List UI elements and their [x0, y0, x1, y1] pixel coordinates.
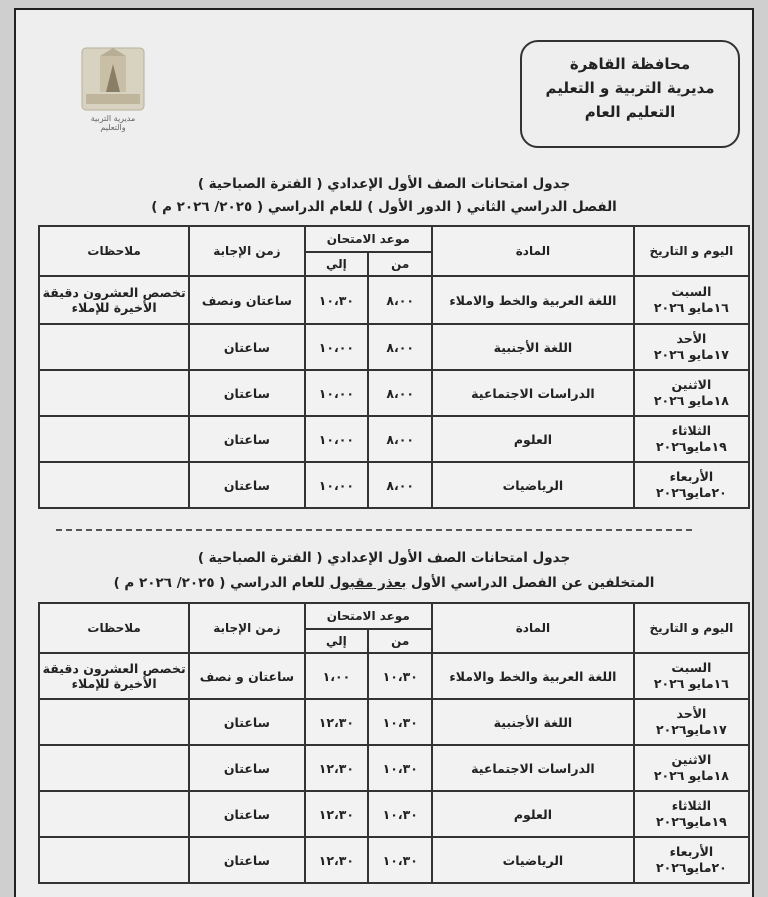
to-cell: ١٢،٣٠: [305, 791, 369, 837]
duration-cell: ساعتان: [189, 416, 304, 462]
from-cell: ٨،٠٠: [368, 462, 432, 508]
from-cell: ١٠،٣٠: [368, 791, 432, 837]
header-day-date: اليوم و التاريخ: [634, 226, 749, 276]
subject-cell: العلوم: [432, 416, 634, 462]
excuse-accepted-text: بعذر مقبول: [329, 575, 407, 591]
notes-cell: [39, 745, 189, 791]
day-date-cell: السبت ١٦مايو ٢٠٢٦: [634, 653, 749, 699]
header-notes: ملاحظات: [39, 226, 189, 276]
day-date-cell: الاثنين ١٨مايو ٢٠٢٦: [634, 745, 749, 791]
header-day-date: اليوم و التاريخ: [634, 603, 749, 653]
header-to: إلي: [305, 629, 369, 653]
duration-cell: ساعتان: [189, 370, 304, 416]
subject-cell: اللغة العربية والخط والاملاء: [432, 276, 634, 324]
day-date-cell: الثلاثاء ١٩مايو٢٠٢٦: [634, 791, 749, 837]
exam-table-2: [38, 602, 750, 884]
from-cell: ١٠،٣٠: [368, 653, 432, 699]
from-cell: ١٠،٣٠: [368, 837, 432, 883]
day-date-cell: الاثنين ١٨مايو ٢٠٢٦: [634, 370, 749, 416]
duration-cell: ساعتان: [189, 324, 304, 370]
directorate-name: مديرية التربية و التعليم: [545, 79, 715, 97]
notes-cell: [39, 837, 189, 883]
notes-cell: [39, 462, 189, 508]
notes-cell: [39, 791, 189, 837]
day-date-cell: الأحد ١٧مايو٢٠٢٦: [634, 699, 749, 745]
notes-cell: تخصص العشرون دقيقة الأخيرة للإملاء: [39, 276, 189, 324]
duration-cell: ساعتان ونصف: [189, 276, 304, 324]
duration-cell: ساعتان: [189, 745, 304, 791]
from-cell: ٨،٠٠: [368, 276, 432, 324]
subject-cell: العلوم: [432, 791, 634, 837]
governorate-header: [520, 40, 740, 148]
subject-cell: اللغة الأجنبية: [432, 324, 634, 370]
to-cell: ١٠،٠٠: [305, 462, 369, 508]
subject-cell: اللغة العربية والخط والاملاء: [432, 653, 634, 699]
notes-cell: [39, 699, 189, 745]
duration-cell: ساعتان: [189, 791, 304, 837]
header-subject: المادة: [432, 226, 634, 276]
day-date-cell: الثلاثاء ١٩مايو٢٠٢٦: [634, 416, 749, 462]
day-date-cell: الأربعاء ٢٠مايو٢٠٢٦: [634, 462, 749, 508]
section1-subtitle: الفصل الدراسي الثاني ( الدور الأول ) للعام الدراسي ( ٢٠٢٥/ ٢٠٢٦ م ): [151, 199, 617, 215]
from-cell: ١٠،٣٠: [368, 699, 432, 745]
header-to: إلي: [305, 252, 369, 276]
to-cell: ١٢،٣٠: [305, 837, 369, 883]
subject-cell: الدراسات الاجتماعية: [432, 370, 634, 416]
logo-caption: مديرية التربية والتعليم: [90, 114, 136, 132]
subject-cell: الرياضيات: [432, 462, 634, 508]
to-cell: ١٠،٣٠: [305, 276, 369, 324]
header-notes: ملاحظات: [39, 603, 189, 653]
governorate-name: محافظة القاهرة: [569, 55, 691, 73]
day-date-cell: السبت ١٦مايو ٢٠٢٦: [634, 276, 749, 324]
table-row: [39, 324, 749, 370]
notes-cell: [39, 324, 189, 370]
duration-cell: ساعتان و نصف: [189, 653, 304, 699]
day-date-cell: الأربعاء ٢٠مايو٢٠٢٦: [634, 837, 749, 883]
notes-cell: [39, 416, 189, 462]
duration-cell: ساعتان: [189, 837, 304, 883]
table-row: [39, 745, 749, 791]
section2-subtitle: المتخلفين عن الفصل الدراسي الأول بعذر مقبول للعام الدراسي ( ٢٠٢٥/ ٢٠٢٦ م ): [113, 575, 655, 591]
table-row: [39, 791, 749, 837]
notes-cell: [39, 370, 189, 416]
table-row: [39, 416, 749, 462]
duration-cell: ساعتان: [189, 462, 304, 508]
subject-cell: اللغة الأجنبية: [432, 699, 634, 745]
table-row: [39, 699, 749, 745]
exam-table-1: [38, 225, 750, 509]
header-duration: زمن الإجابة: [189, 603, 304, 653]
from-cell: ١٠،٣٠: [368, 745, 432, 791]
duration-cell: ساعتان: [189, 699, 304, 745]
from-cell: ٨،٠٠: [368, 324, 432, 370]
header-exam-time: موعد الامتحان: [305, 226, 433, 252]
to-cell: ١٠،٠٠: [305, 370, 369, 416]
to-cell: ١٠،٠٠: [305, 416, 369, 462]
header-from: من: [368, 252, 432, 276]
section2-title: جدول امتحانات الصف الأول الإعدادي ( الفترة الصباحية ): [197, 550, 571, 566]
subject-cell: الرياضيات: [432, 837, 634, 883]
table-row: [39, 837, 749, 883]
to-cell: ١٠،٠٠: [305, 324, 369, 370]
from-cell: ٨،٠٠: [368, 416, 432, 462]
to-cell: ١٢،٣٠: [305, 745, 369, 791]
table-row: [39, 276, 749, 324]
cairo-directorate-logo: [78, 44, 148, 132]
header-subject: المادة: [432, 603, 634, 653]
section-divider: [56, 529, 692, 531]
subject-cell: الدراسات الاجتماعية: [432, 745, 634, 791]
to-cell: ١٢،٣٠: [305, 699, 369, 745]
department-name: التعليم العام: [584, 103, 676, 121]
header-duration: زمن الإجابة: [189, 226, 304, 276]
document-page: [14, 8, 754, 897]
from-cell: ٨،٠٠: [368, 370, 432, 416]
table-row: [39, 370, 749, 416]
day-date-cell: الأحد ١٧مايو ٢٠٢٦: [634, 324, 749, 370]
notes-cell: تخصص العشرون دقيقة الأخيرة للإملاء: [39, 653, 189, 699]
header-exam-time: موعد الامتحان: [305, 603, 433, 629]
section1-title: جدول امتحانات الصف الأول الإعدادي ( الفترة الصباحية ): [197, 176, 571, 192]
table-row: [39, 653, 749, 699]
to-cell: ١،٠٠: [305, 653, 369, 699]
header-from: من: [368, 629, 432, 653]
table-row: [39, 462, 749, 508]
